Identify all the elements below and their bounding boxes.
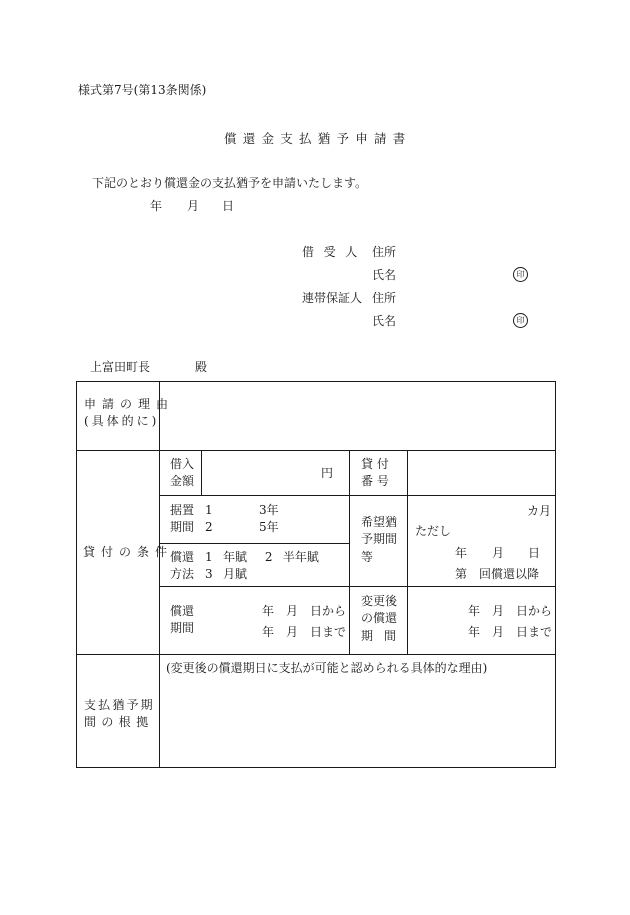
page-title: 償還金支払猶予申請書 — [224, 131, 412, 146]
intro-text: 下記のとおり償還金の支払猶予を申請いたします。 — [92, 176, 368, 190]
table-rule — [349, 450, 350, 655]
reason-label: 申請の理由 (具体的に) — [84, 397, 175, 429]
loan-amount-unit[interactable]: 円 — [321, 466, 334, 480]
guarantor-label: 連帯保証人 — [302, 291, 363, 305]
grace-period-label: 据置 期間 — [170, 503, 195, 535]
table-border-bottom — [76, 767, 556, 768]
grace-period-options — [205, 502, 279, 537]
table-rule — [76, 450, 556, 451]
guarantor-address-label[interactable]: 住所 — [372, 291, 397, 305]
loan-amount-label: 借入 金額 — [170, 457, 195, 489]
form-number: 様式第7号(第13条関係) — [78, 83, 207, 97]
changed-period-label: 変更後 の償還 期 間 — [361, 594, 400, 643]
desired-grace-label: 希望猶 予期間 等 — [361, 515, 398, 564]
grace-option[interactable]: 2 5年 — [205, 520, 279, 535]
application-table: 申請の理由 (具体的に) 貸付の条件 借入 金額 円 貸 付 番 号 据置 期間 1 3年 2 5年 希望猶 予期間 等 カ月 ただし 年 月 日 第 回償還以降 償還 方法 1 年賦 2 半年賦 3 月賦 償還 期間 年 月 日から 年 月 日まで 変更後 の償還 期 間 年 月 日から 年 月 日まで 支払猶予期 間の根拠 (変更後の償還期日に支払が可能と認められる具体的な理由) — [76, 381, 556, 768]
repayment-period-to[interactable]: 年 月 日まで — [262, 625, 347, 639]
table-rule — [159, 543, 349, 544]
guarantor-name-label[interactable]: 氏名 — [372, 314, 397, 328]
reason-field[interactable] — [166, 389, 546, 444]
method-option[interactable]: 2 半年賦 — [264, 550, 319, 564]
borrower-label: 借受人 — [302, 245, 367, 259]
date-year[interactable]: 年 — [150, 199, 163, 213]
date-day[interactable]: 日 — [222, 199, 235, 213]
loan-number-label: 貸 付 番 号 — [361, 457, 389, 489]
table-rule — [159, 586, 556, 587]
table-rule — [159, 381, 160, 768]
borrower-seal-icon: 印 — [513, 267, 528, 282]
table-border-left — [76, 381, 77, 768]
changed-period-from[interactable]: 年 月 日から — [468, 604, 553, 618]
repayment-period-from[interactable]: 年 月 日から — [262, 604, 347, 618]
basis-note: (変更後の償還期日に支払が可能と認められる具体的な理由) — [166, 661, 488, 675]
table-rule — [201, 450, 202, 496]
guarantor-seal-icon: 印 — [513, 313, 528, 328]
borrower-address-label[interactable]: 住所 — [372, 245, 397, 259]
proviso-label: ただし — [415, 524, 452, 538]
table-rule — [159, 495, 556, 496]
method-option[interactable]: 3 月賦 — [205, 567, 248, 582]
date-month[interactable]: 月 — [187, 199, 200, 213]
table-rule — [76, 654, 556, 655]
method-option[interactable]: 1 年賦 — [205, 550, 248, 564]
basis-label: 支払猶予期 間の根拠 — [84, 698, 155, 730]
table-border-right — [555, 381, 556, 768]
table-rule — [407, 450, 408, 655]
from-installment[interactable]: 第 回償還以降 — [455, 567, 540, 581]
loan-number-field[interactable] — [414, 459, 548, 487]
loan-terms-label: 貸付の条件 — [83, 545, 174, 559]
repayment-period-label: 償還 期間 — [170, 604, 195, 636]
repayment-method-label: 償還 方法 — [170, 550, 195, 582]
addressee-honorific: 殿 — [195, 360, 208, 374]
table-border-top — [76, 381, 556, 382]
addressee-mayor: 上富田町長 — [90, 360, 151, 374]
changed-period-to[interactable]: 年 月 日まで — [468, 625, 553, 639]
repayment-method-options — [205, 549, 319, 584]
borrower-name-label[interactable]: 氏名 — [372, 268, 397, 282]
months-unit[interactable]: カ月 — [527, 504, 552, 518]
basis-field[interactable] — [166, 681, 546, 761]
grace-option[interactable]: 1 3年 — [205, 503, 279, 517]
